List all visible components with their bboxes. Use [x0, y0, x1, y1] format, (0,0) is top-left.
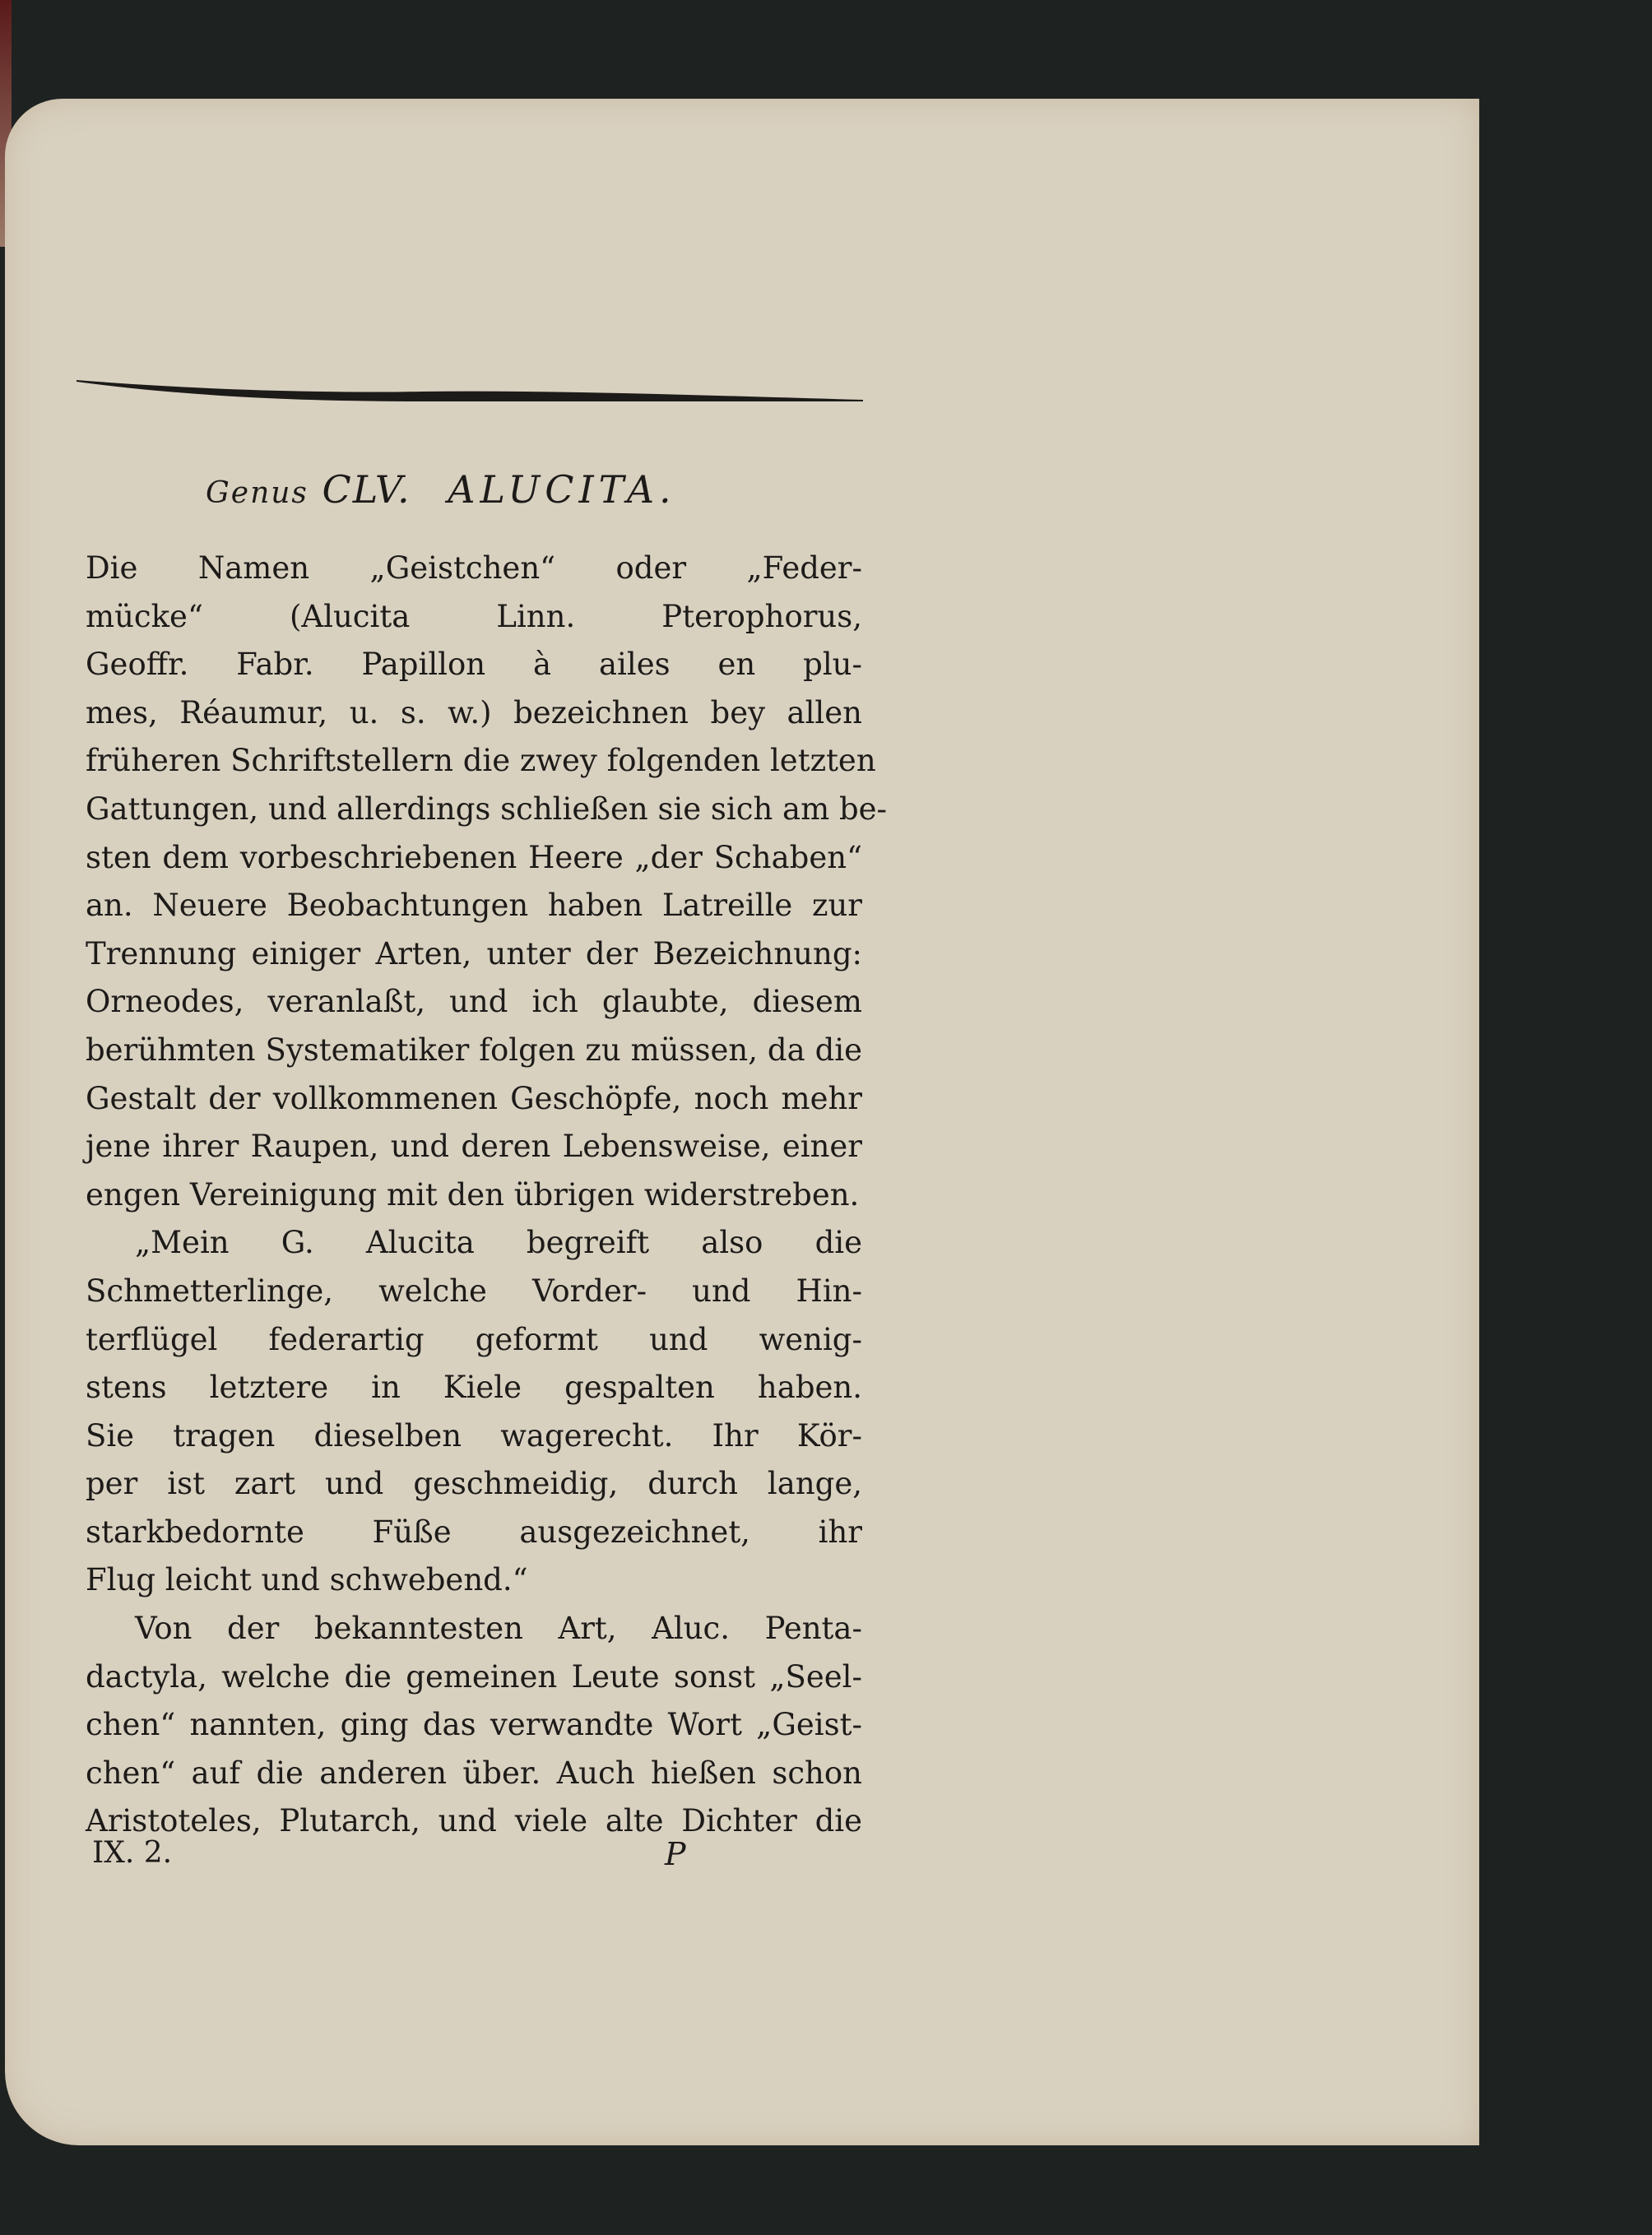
text-line: Die Namen „Geistchen“ oder „Feder-: [86, 550, 862, 586]
text-line: Gestalt der vollkommenen Geschöpfe, noch mehr: [86, 1080, 862, 1116]
text-line: mes, Réaumur, u. s. w.) bezeichnen bey allen: [86, 694, 862, 730]
body-text: [86, 545, 888, 1846]
signature-mark: P: [665, 1836, 686, 1872]
text-line: dactyla, welche die gemeinen Leute sonst „Seel-: [86, 1658, 862, 1695]
text-line: Flug leicht und schwebend.“: [86, 1562, 528, 1598]
text-line: jene ihrer Raupen, und deren Lebensweise, einer: [86, 1129, 862, 1165]
text-line: chen“ auf die anderen über. Auch hießen schon: [86, 1755, 862, 1791]
text-line: Orneodes, veranlaßt, und ich glaubte, diesem: [86, 984, 862, 1020]
text-line: stens letztere in Kiele gespalten haben.: [86, 1370, 862, 1406]
text-line: früheren Schriftstellern die zwey folgenden letzten: [86, 743, 876, 779]
text-line: an. Neuere Beobachtungen haben Latreille zur: [86, 888, 862, 924]
genus-label: Genus: [206, 476, 309, 510]
text-line: berühmten Systematiker folgen zu müssen, da die: [86, 1032, 862, 1068]
text-line: terflügel federartig geformt und wenig-: [86, 1321, 862, 1357]
genus-heading: [206, 467, 676, 512]
text-line: Schmetterlinge, welche Vorder- und Hin-: [86, 1273, 862, 1309]
volume-mark: IX. 2.: [92, 1836, 173, 1870]
decorative-rule: [77, 378, 866, 403]
genus-name: ALUCITA.: [448, 467, 676, 512]
text-line: starkbedornte Füße ausgezeichnet, ihr: [86, 1514, 862, 1550]
text-line: „Mein G. Alucita begreift also die: [135, 1225, 862, 1261]
text-line: Von der bekanntesten Art, Aluc. Penta-: [135, 1611, 862, 1647]
text-line: engen Vereinigung mit den übrigen widerstreben.: [86, 1176, 860, 1213]
text-line: Trennung einiger Arten, unter der Bezeichnung:: [86, 935, 862, 971]
text-line: chen“ nannten, ging das verwandte Wort „Geist-: [86, 1707, 862, 1743]
text-line: per ist zart und geschmeidig, durch lange,: [86, 1466, 862, 1502]
genus-number: CLV.: [322, 467, 411, 512]
text-line: mücke“ (Alucita Linn. Pterophorus,: [86, 598, 862, 634]
text-line: Sie tragen dieselben wagerecht. Ihr Kör-: [86, 1417, 862, 1454]
text-line: Geoffr. Fabr. Papillon à ailes en plu-: [86, 647, 862, 683]
text-line: Aristoteles, Plutarch, und viele alte Dichter die: [86, 1803, 862, 1839]
text-line: Gattungen, und allerdings schließen sie sich am be-: [86, 791, 888, 827]
text-line: sten dem vorbeschriebenen Heere „der Schaben“: [86, 839, 862, 875]
